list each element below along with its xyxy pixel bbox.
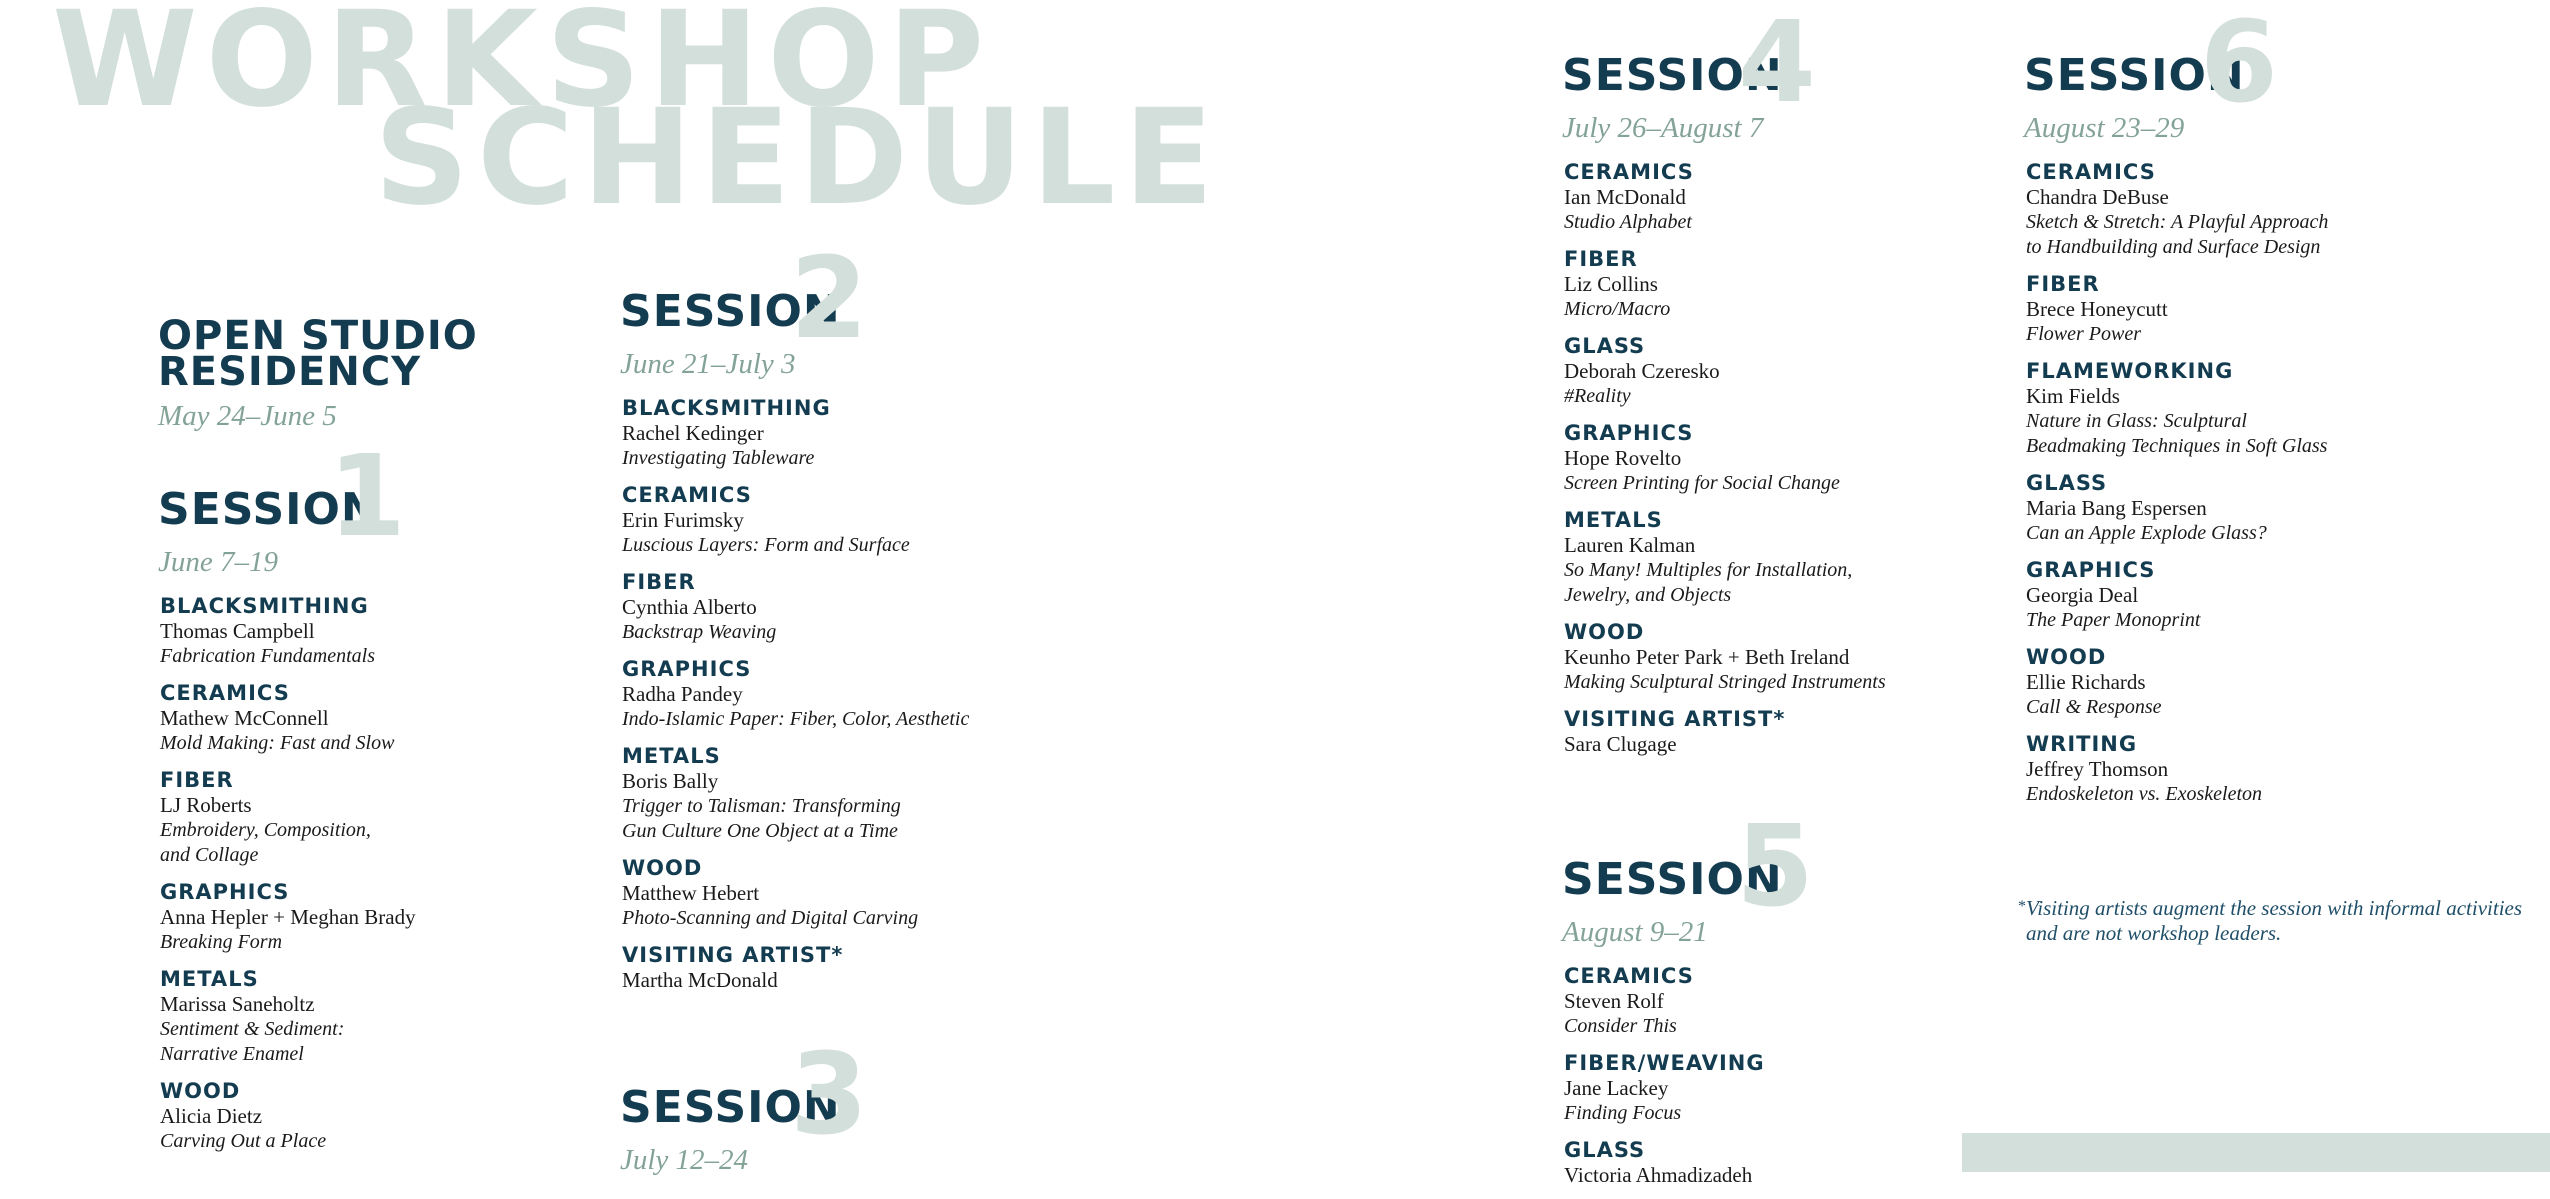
instructor-name: Thomas Campbell (160, 619, 315, 643)
workshop-title: Luscious Layers: Form and Surface (622, 534, 910, 556)
session-number: 6 (2200, 0, 2278, 129)
session-dates: July 26–August 7 (1562, 112, 1764, 144)
session-dates: July 12–24 (620, 1144, 749, 1176)
instructor-name: Kim Fields (2026, 384, 2120, 408)
session-number: 2 (790, 234, 868, 365)
workshop-title: Backstrap Weaving (622, 621, 777, 643)
instructor-name: Martha McDonald (622, 968, 778, 992)
session-label: SESSION (1562, 50, 1783, 101)
workshop-title: Consider This (1564, 1015, 1677, 1037)
workshop-entry (2024, 470, 2524, 546)
footnote (2018, 896, 2538, 946)
instructor-name: Hope Rovelto (1564, 446, 1682, 470)
workshop-entry (158, 1078, 588, 1154)
workshop-title: Screen Printing for Social Change (1564, 472, 1840, 494)
instructor-name: Lauren Kalman (1564, 533, 1696, 557)
decorative-corner-block (1962, 1133, 2550, 1172)
session-4-entries (1562, 159, 2002, 757)
discipline-heading: GRAPHICS (622, 657, 752, 681)
workshop-title: Finding Focus (1564, 1102, 1682, 1124)
workshop-entry (1562, 1050, 2002, 1126)
session-dates: August 23–29 (2024, 112, 2185, 144)
instructor-name: Steven Rolf (1564, 989, 1664, 1013)
workshop-title: Call & Response (2026, 696, 2162, 718)
instructor-name: Chandra DeBuse (2026, 185, 2169, 209)
session-number: 5 (1736, 802, 1814, 933)
discipline-heading: METALS (160, 967, 259, 991)
instructor-name: Cynthia Alberto (622, 595, 757, 619)
workshop-title: Photo-Scanning and Digital Carving (622, 907, 919, 929)
session-label: SESSION (1562, 854, 1783, 905)
footnote-asterisk: * (2018, 898, 2026, 915)
session-label: SESSION (2024, 50, 2245, 101)
workshop-title: Carving Out a Place (160, 1130, 327, 1152)
title-workshop: WORKSHOP (52, 0, 993, 137)
session-5 (1562, 802, 2002, 1199)
instructor-name: Radha Pandey (622, 682, 743, 706)
session-number: 4 (1738, 0, 1816, 129)
session-label: SESSION (158, 484, 379, 535)
instructor-name: Ian McDonald (1564, 185, 1686, 209)
instructor-name: Rachel Kedinger (622, 421, 764, 445)
workshop-title: Studio Alphabet (1564, 211, 1692, 233)
workshop-entry (620, 743, 1180, 844)
session-number: 3 (790, 1030, 868, 1161)
workshop-title: #Reality (1564, 385, 1631, 407)
workshop-title: So Many! Multiples for Installation, Jewelry, and Objects (1564, 559, 1853, 606)
workshop-entry (2024, 271, 2524, 347)
workshop-entry (2024, 644, 2524, 720)
workshop-entry (1562, 246, 2002, 322)
instructor-name: LJ Roberts (160, 793, 252, 817)
discipline-heading: VISITING ARTIST* (622, 943, 844, 967)
discipline-heading: GLASS (2026, 471, 2108, 495)
session-label: SESSION (620, 1082, 841, 1133)
session-2-entries (620, 395, 1180, 993)
workshop-entry (2024, 159, 2524, 260)
workshop-title: Mold Making: Fast and Slow (160, 732, 395, 754)
session-label: SESSION (620, 286, 841, 337)
workshop-title: Can an Apple Explode Glass? (2026, 522, 2267, 544)
workshop-title: Micro/Macro (1564, 298, 1671, 320)
title-schedule: SCHEDULE (374, 81, 1222, 235)
discipline-heading: CERAMICS (622, 483, 752, 507)
discipline-heading: FIBER/WEAVING (1564, 1051, 1765, 1075)
workshop-entry (158, 966, 588, 1067)
workshop-title: Nature in Glass: Sculptural Beadmaking Techniques in Soft Glass (2026, 410, 2328, 457)
workshop-entry (1562, 420, 2002, 496)
session-dates: August 9–21 (1562, 916, 1708, 948)
workshop-entry (2024, 557, 2524, 633)
instructor-name: Ellie Richards (2026, 670, 2146, 694)
session-1-entries (158, 593, 588, 1154)
workshop-title: Investigating Tableware (622, 447, 815, 469)
discipline-heading: GRAPHICS (1564, 421, 1694, 445)
discipline-heading: FIBER (1564, 247, 1638, 271)
instructor-name: Georgia Deal (2026, 583, 2139, 607)
workshop-title: Endoskeleton vs. Exoskeleton (2026, 783, 2263, 805)
instructor-name: Matthew Hebert (622, 881, 760, 905)
workshop-entry (2024, 731, 2524, 807)
session-dates: June 21–July 3 (620, 348, 796, 380)
session-1 (158, 432, 588, 1165)
discipline-heading: GLASS (1564, 1138, 1646, 1162)
workshop-entry (1562, 159, 2002, 235)
open-studio-title: OPEN STUDIO RESIDENCY (158, 313, 478, 395)
discipline-heading: WOOD (1564, 620, 1645, 644)
workshop-title: The Paper Monoprint (2026, 609, 2201, 631)
workshop-entry (620, 395, 1180, 471)
discipline-heading: FIBER (160, 768, 234, 792)
discipline-heading: BLACKSMITHING (622, 396, 831, 420)
discipline-heading: WOOD (2026, 645, 2107, 669)
instructor-name: Jeffrey Thomson (2026, 757, 2169, 781)
instructor-name: Jane Lackey (1564, 1076, 1669, 1100)
instructor-name: Anna Hepler + Meghan Brady (160, 905, 416, 929)
discipline-heading: FIBER (622, 570, 696, 594)
discipline-heading: BLACKSMITHING (160, 594, 369, 618)
discipline-heading: METALS (1564, 508, 1663, 532)
discipline-heading: CERAMICS (1564, 160, 1694, 184)
instructor-name: Victoria Ahmadizadeh (1564, 1163, 1753, 1187)
session-2 (620, 234, 1180, 1004)
instructor-name: Sara Clugage (1564, 732, 1677, 756)
workshop-entry (620, 942, 1180, 993)
workshop-title: Trigger to Talisman: Transforming Gun Culture One Object at a Time (622, 795, 901, 842)
workshop-entry (2024, 358, 2524, 459)
instructor-name: Keunho Peter Park + Beth Ireland (1564, 645, 1850, 669)
session-6 (2024, 0, 2524, 818)
workshop-entry (158, 879, 588, 955)
workshop-entry (620, 482, 1180, 558)
session-6-entries (2024, 159, 2524, 807)
footnote-text: Visiting artists augment the session with informal activities and are not workshop leaders. (2026, 896, 2523, 945)
discipline-heading: CERAMICS (2026, 160, 2156, 184)
workshop-title: Making Sculptural Stringed Instruments (1564, 671, 1886, 693)
session-3 (620, 1030, 1020, 1191)
instructor-name: Marissa Saneholtz (160, 992, 315, 1016)
workshop-entry (1562, 963, 2002, 1039)
discipline-heading: GLASS (1564, 334, 1646, 358)
session-5-entries (1562, 963, 2002, 1188)
discipline-heading: CERAMICS (160, 681, 290, 705)
workshop-title: Fabrication Fundamentals (160, 645, 375, 667)
instructor-name: Mathew McConnell (160, 706, 329, 730)
discipline-heading: GRAPHICS (2026, 558, 2156, 582)
discipline-heading: METALS (622, 744, 721, 768)
discipline-heading: VISITING ARTIST* (1564, 707, 1786, 731)
discipline-heading: WOOD (160, 1079, 241, 1103)
workshop-title: Flower Power (2026, 323, 2141, 345)
session-dates: June 7–19 (158, 546, 278, 578)
discipline-heading: WRITING (2026, 732, 2138, 756)
workshop-entry (1562, 507, 2002, 608)
workshop-entry (1562, 619, 2002, 695)
workshop-title: Embroidery, Composition, and Collage (160, 819, 371, 866)
instructor-name: Liz Collins (1564, 272, 1658, 296)
discipline-heading: FIBER (2026, 272, 2100, 296)
session-number: 1 (328, 432, 406, 563)
workshop-entry (158, 680, 588, 756)
discipline-heading: CERAMICS (1564, 964, 1694, 988)
workshop-entry (1562, 706, 2002, 757)
instructor-name: Deborah Czeresko (1564, 359, 1720, 383)
workshop-entry (620, 569, 1180, 645)
workshop-entry (620, 656, 1180, 732)
workshop-title: Sketch & Stretch: A Playful Approach to Handbuilding and Surface Design (2026, 211, 2329, 258)
workshop-title: Indo-Islamic Paper: Fiber, Color, Aesthetic (622, 708, 970, 730)
open-studio-block (158, 313, 558, 447)
instructor-name: Alicia Dietz (160, 1104, 263, 1128)
workshop-title: Breaking Form (160, 931, 283, 953)
open-studio-dates: May 24–June 5 (158, 400, 337, 432)
workshop-entry (158, 767, 588, 868)
workshop-entry (620, 855, 1180, 931)
discipline-heading: FLAMEWORKING (2026, 359, 2234, 383)
workshop-entry (1562, 1137, 2002, 1188)
discipline-heading: WOOD (622, 856, 703, 880)
workshop-title: Sentiment & Sediment: Narrative Enamel (160, 1018, 345, 1065)
instructor-name: Boris Bally (622, 769, 719, 793)
discipline-heading: GRAPHICS (160, 880, 290, 904)
instructor-name: Maria Bang Espersen (2026, 496, 2207, 520)
workshop-entry (158, 593, 588, 669)
session-4 (1562, 0, 2002, 768)
instructor-name: Erin Furimsky (622, 508, 744, 532)
instructor-name: Brece Honeycutt (2026, 297, 2168, 321)
workshop-entry (1562, 333, 2002, 409)
